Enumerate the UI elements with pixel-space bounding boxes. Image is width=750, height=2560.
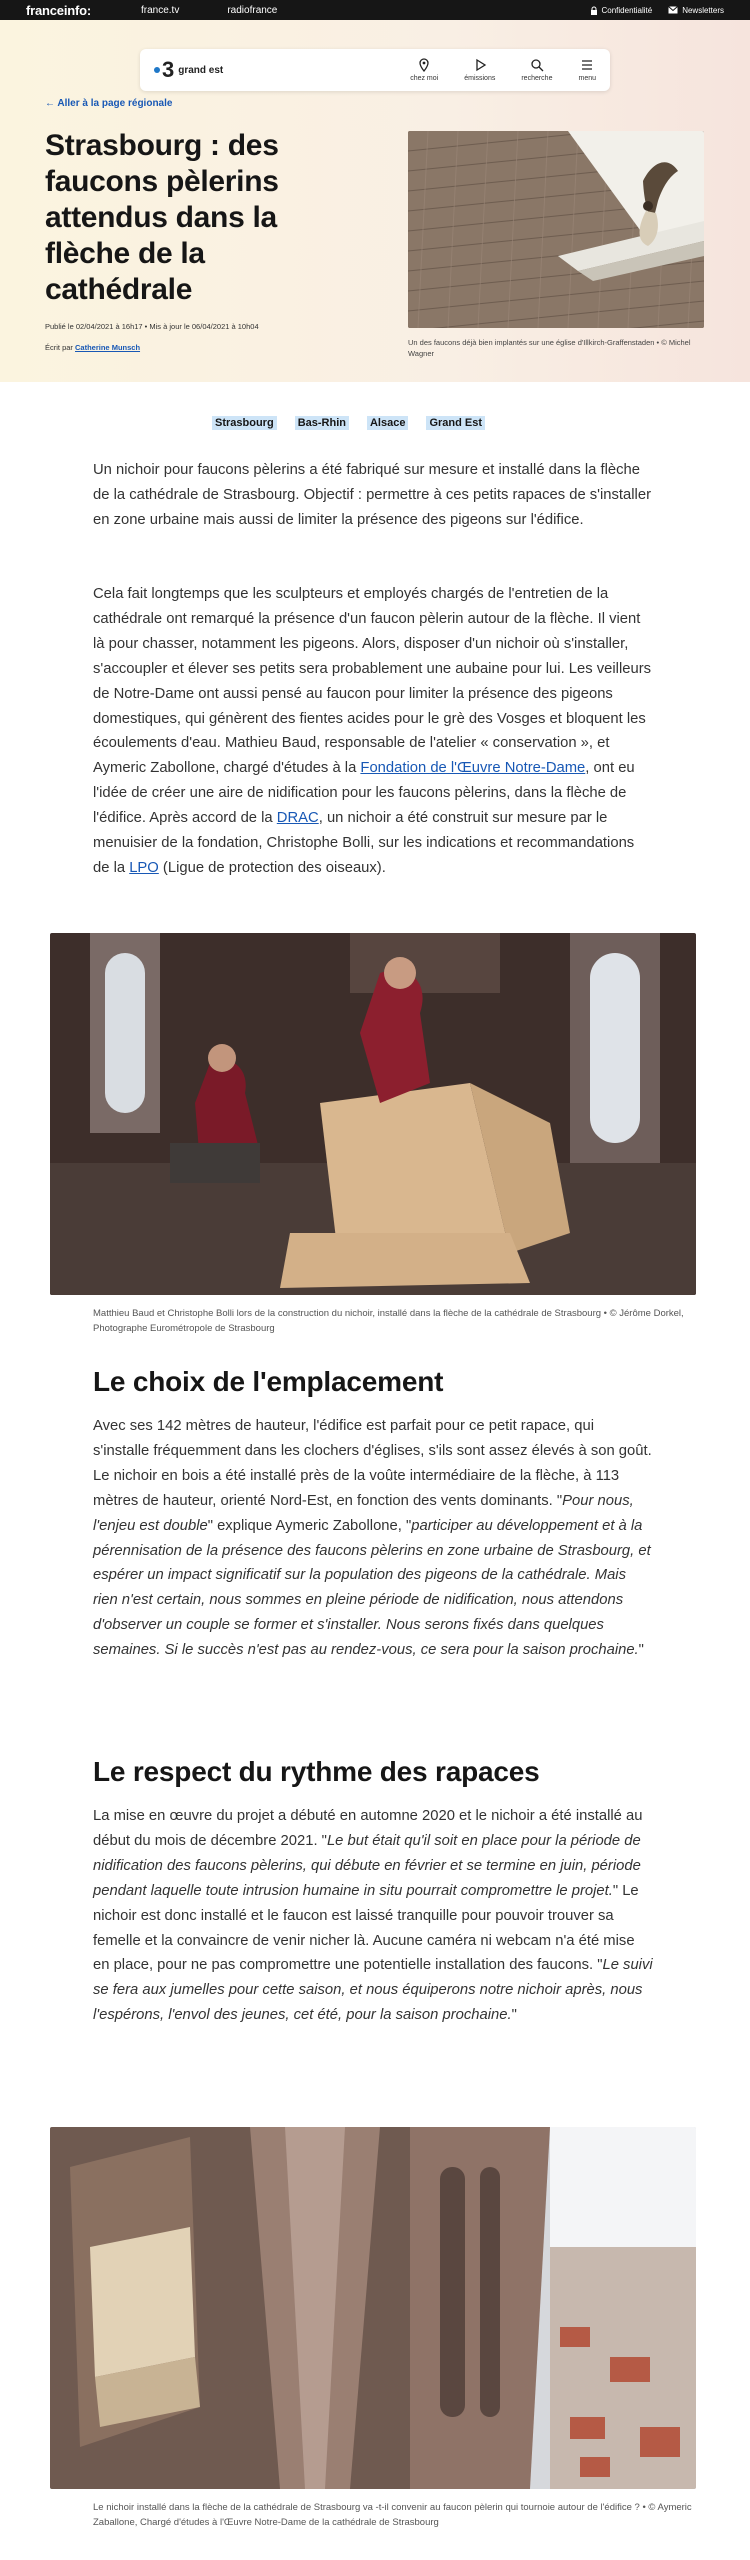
photo-nichoir-fleche: [50, 2127, 696, 2489]
nav-chez-moi[interactable]: [410, 58, 438, 82]
article-intro: [93, 458, 653, 533]
newsletters-link[interactable]: [668, 6, 724, 15]
hamburger-icon: [580, 58, 594, 72]
p3-quote-2: participer au développement et à la pérennisation de la présence des faucons pèlerins en zone urbaine de Strasbourg, et espérer un impact significatif sur la population des pigeons de la cathédrale. Mais rien n'est certain, nous sommes en pleine période de nidification, nous attendons d'observer un couple se former et s'installer. Nous serons fixés dans quelques semaines. Si le succès n'est pas au rendez-vous, ce sera pour la saison prochaine.: [93, 1517, 651, 1659]
logo-region: grand est: [178, 64, 224, 76]
tag-strasbourg[interactable]: Strasbourg: [212, 416, 277, 430]
hero-image-caption: Un des faucons déjà bien implantés sur une église d'Illkirch-Graffenstaden • © Michel Wagner: [408, 338, 691, 358]
article-author: [45, 343, 140, 352]
p2-text-c: , un nichoir a été construit sur mesure par le menuisier de la fondation, Christophe Bolli, sur les indications et recommandations de la: [93, 810, 635, 876]
mail-icon: [668, 6, 678, 14]
logo-number: 3: [162, 57, 175, 82]
play-icon: [473, 58, 487, 72]
nav-emissions[interactable]: [464, 58, 495, 82]
section-heading-emplacement: Le choix de l'emplacement: [93, 1366, 444, 1397]
section-emplacement: [93, 1365, 653, 1399]
section-heading-respect: Le respect du rythme des rapaces: [93, 1756, 540, 1787]
tag-bas-rhin[interactable]: Bas-Rhin: [295, 416, 349, 430]
p3-quote-1: Pour nous, l'enjeu est double: [93, 1492, 634, 1534]
link-fondation-oeuvre[interactable]: Fondation de l'Œuvre Notre-Dame: [360, 760, 586, 777]
paragraph-4: [93, 1804, 653, 2028]
p4-text-c: ": [511, 2007, 517, 2024]
article-title: Strasbourg : des faucons pèlerins attendus dans la flèche de la cathédrale: [45, 129, 279, 306]
publication-dates: Publié le 02/04/2021 à 16h17 • Mis à jour le 06/04/2021 à 10h04: [45, 322, 259, 331]
nav-label-menu: menu: [578, 75, 596, 82]
section-respect-body: [93, 1804, 653, 2028]
p4-quote-2: Le suivi se fera aux jumelles pour cette saison, et nous équiperons notre nichoir après, nous l'espérons, l'envol des jeunes, cet été, pour la saison prochaine.: [93, 1957, 653, 2024]
photo-2-caption: Le nichoir installé dans la flèche de la cathédrale de Strasbourg va -t-il convenir au faucon pèlerin qui tournoie autour de l'édifice ? • © Aymeric Zaballone, Chargé d'études à l'Œuvre Notre-Dame de la cathédrale de Strasbourg: [93, 2502, 692, 2528]
p3-text-c: ": [638, 1642, 644, 1659]
p4-text-a: La mise en œuvre du projet a débuté en automne 2020 et le nichoir a été installé au début du mois de décembre 2021. ": [93, 1808, 643, 1849]
privacy-label: Confidentialité: [601, 5, 653, 15]
tag-grand-est[interactable]: Grand Est: [426, 416, 485, 430]
photo-nichoir-construction: [50, 933, 696, 1295]
privacy-link[interactable]: [590, 6, 653, 15]
newsletters-label: Newsletters: [682, 5, 724, 15]
article-tags: [212, 416, 485, 430]
author-prefix: Écrit par: [45, 343, 76, 352]
nav-recherche[interactable]: [521, 58, 552, 82]
photo-1-caption: Matthieu Baud et Christophe Bolli lors de la construction du nichoir, installé dans la flèche de la cathédrale de Strasbourg • © Jérôme Dorkel, Photographe Eurométropole de Strasbourg: [93, 1308, 684, 1334]
regional-nav: [140, 49, 610, 91]
p4-text-b: " Le nichoir est donc installé et le faucon est laissé tranquille pour pouvoir trouver sa femelle et la convaincre de venir nicher là. Aucune caméra ni webcam n'a été mise en place, pour ne pas compromettre une potentielle installation des faucons. ": [93, 1882, 639, 1974]
link-france-tv[interactable]: france.tv: [140, 4, 180, 16]
tag-alsace[interactable]: Alsace: [367, 416, 408, 430]
article-body-1: [93, 582, 653, 881]
network-links: [141, 5, 277, 16]
lock-icon: [590, 6, 598, 15]
author-link[interactable]: Catherine Munsch: [75, 343, 141, 352]
p2-text-b: , ont eu l'idée de créer une aire de nidification pour les faucons pèlerins, dans la flèche de l'édifice. Après accord de la: [93, 760, 635, 827]
top-bar: [0, 0, 750, 20]
top-bar-right: [590, 6, 725, 15]
nav-label-chez-moi: chez moi: [410, 75, 439, 82]
p3-text-b: " explique Aymeric Zabollone, ": [207, 1517, 412, 1534]
link-lpo[interactable]: LPO: [129, 859, 159, 876]
section-emplacement-body: [93, 1414, 653, 1663]
p4-quote-1: Le but était qu'il soit en place pour la période de nidification des faucons pèlerins, qui débute en février et se termine en juin, période pendant laquelle toute intrusion humaine in situ pourrait compromettre le projet.: [93, 1832, 641, 1899]
p2-text-d: (Ligue de protection des oiseaux).: [158, 859, 386, 876]
paragraph-2: [93, 582, 653, 881]
falcon-photo: [408, 131, 704, 328]
p2-text-a: Cela fait longtemps que les sculpteurs et employés chargés de l'entretien de la cathédrale ont remarqué la présence d'un faucon pèlerin autour de la flèche. Il vient là pour chasser, notamment les pigeons. Alors, disposer d'un nichoir où s'installer, s'accoupler et élever ses petits sera probablement une aubaine pour lui. Les veilleurs de Notre-Dame ont aussi pensé au faucon pour limiter la présence des pigeons domestiques, qui génèrent des fientes acides pour le grè des Vosges et bloquent les écoulements d'eau. Mathieu Baud, responsable de l'atelier « conservation », et Aymeric Zabollone, chargé d'études à la: [93, 586, 652, 777]
back-to-region-link[interactable]: ← Aller à la page régionale: [45, 98, 173, 109]
franceinfo-logo[interactable]: franceinfo:: [26, 2, 91, 18]
paragraph-3: [93, 1414, 653, 1663]
logo-dot: [154, 67, 160, 73]
search-icon: [530, 58, 544, 72]
link-drac[interactable]: DRAC: [276, 810, 319, 827]
link-radiofrance[interactable]: radiofrance: [227, 4, 278, 16]
nav-label-emissions: émissions: [464, 75, 496, 82]
section-respect: [93, 1755, 653, 1789]
article-hero: [0, 20, 750, 382]
nav-menu: [410, 58, 596, 82]
nav-label-recherche: recherche: [521, 75, 553, 82]
nav-menu-button[interactable]: [578, 58, 596, 82]
p3-text-a: Avec ses 142 mètres de hauteur, l'édifice est parfait pour ce petit rapace, qui s'installe fréquemment dans les clochers d'églises, s'ils sont assez élevés à son goût. Le nichoir en bois a été installé près de la voûte intermédiaire de la flèche, à 113 mètres de hauteur, orienté Nord-Est, en fonction des vents dominants. ": [93, 1418, 652, 1509]
france3-grand-est-logo[interactable]: [154, 57, 223, 83]
location-pin-icon: [417, 58, 431, 72]
paragraph-1: Un nichoir pour faucons pèlerins a été fabriqué sur mesure et installé dans la flèche de la cathédrale de Strasbourg. Objectif : permettre à ces petits rapaces de s'installer en zone urbaine mais aussi de limiter la présence des pigeons sur l'édifice.: [93, 462, 651, 528]
